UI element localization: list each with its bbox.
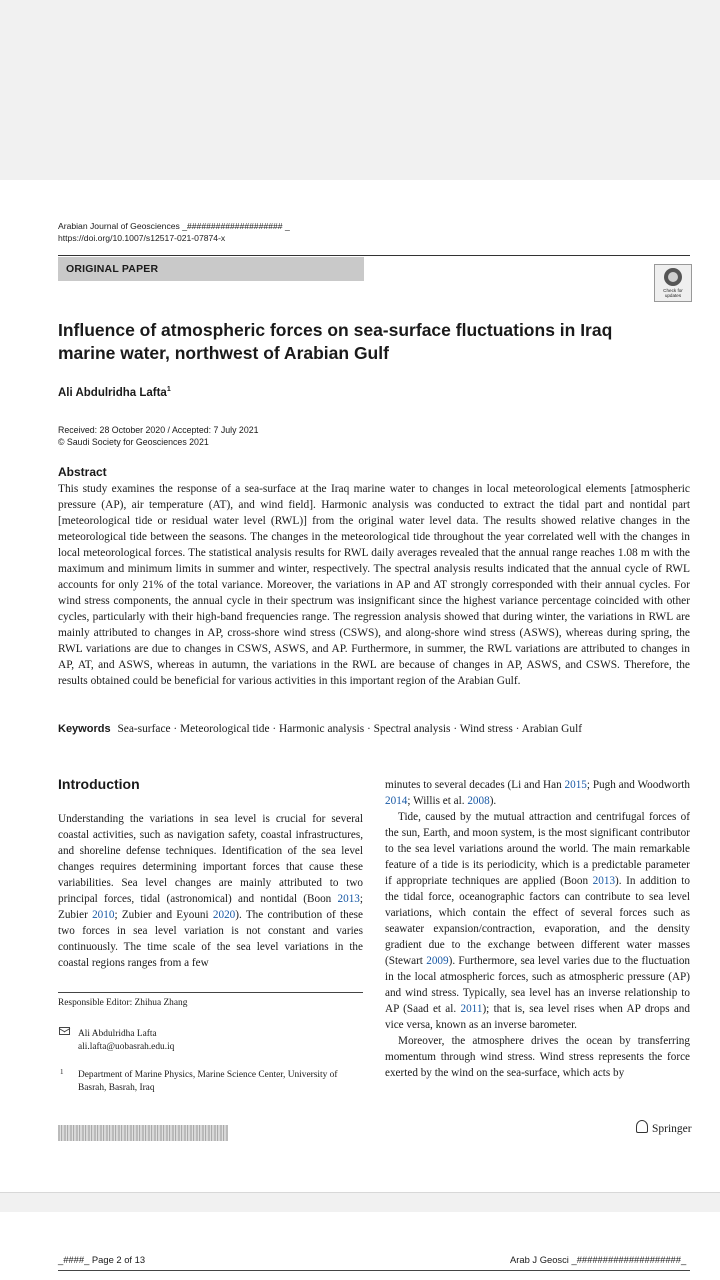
citation-link[interactable]: 2015 (564, 779, 587, 791)
section-label-bar (58, 257, 364, 281)
author-name: Ali Abdulridha Lafta (58, 386, 167, 399)
check-updates-icon (664, 268, 682, 286)
barcode-image (58, 1125, 228, 1141)
corresponding-author (78, 1028, 174, 1054)
keywords-list: Sea-surface · Meteorological tide · Harmonic analysis · Spectral analysis · Wind stress · Arabian Gulf (117, 723, 583, 735)
copyright: © Saudi Society for Geosciences 2021 (58, 437, 209, 447)
running-header: Arab J Geosci _####################_ (510, 1254, 687, 1265)
paragraph: Tide, caused by the mutual attraction and centrifugal forces of the sun, Earth, and moon system, is the most significant contributor to the sea level variations around the world. The main remarkable feature of a tide is its periodicity, which is a predictable parameter if appropriate techniques are applied (Boon 2013). In addition to the tidal force, oceanographic factors can contribute to sea level variations, which contain the effect of several forces such as seawater expansion/contraction, evaporation, and the density gradient due to the exchange between different water masses (Stewart 2009). Furthermore, sea level varies due to the fluctuation in the local atmospheric forces, such as atmospheric pressure (AP) and wind stress. Typically, sea level has an inverse relationship to AP (Saad et al. 2011); that is, sea level rises when AP drops and vice versa, known as an inverse barometer. (385, 811, 691, 1031)
page-indicator: _####_ Page 2 of 13 (58, 1254, 146, 1265)
running-header-rule (58, 1270, 690, 1271)
journal-name: Arabian Journal of Geosciences (58, 221, 180, 231)
journal-info (58, 220, 290, 244)
introduction-heading: Introduction (58, 776, 140, 792)
journal-code: _#################### _ (182, 221, 290, 231)
affiliation-marker: 1 (60, 1068, 64, 1076)
author-affiliation-marker: 1 (166, 386, 171, 393)
publisher-logo (636, 1120, 692, 1135)
received-accepted: Received: 28 October 2020 / Accepted: 7 July 2021 (58, 425, 259, 435)
responsible-editor: Responsible Editor: Zhihua Zhang (58, 998, 188, 1008)
corresponding-email[interactable]: ali.lafta@uobasrah.edu.iq (78, 1042, 175, 1052)
paragraph: Understanding the variations in sea level is crucial for several coastal activities, such as navigation safety, coastal infrastructures, and shoreline defense techniques. Identification of the sea level changes requires determining important forces that cause these variabilities. Sea level changes are mainly attributed to two principal forces, tidal (astronomical) and nontidal (Boon 2013; Zubier 2010; Zubier and Eyouni 2020). The contribution of these two forces in sea level variation is not constant and varies continuously. The time scale of the sea level variations in the coastal regions ranges from a few (58, 813, 363, 969)
section-label: ORIGINAL PAPER (66, 263, 159, 275)
paragraph: Moreover, the atmosphere drives the ocean by transferring momentum through wind stress. Wind stress represents the force exerted by the wind on the sea-surface, which acts by (385, 1035, 690, 1079)
keywords (58, 721, 690, 737)
abstract-text: This study examines the response of a sea-surface at the Iraq marine water to changes in local meteorological elements [atmospheric pressure (AP), air temperature (AT), and wind field]. Harmonic analysis was conducted to extract the tidal part and nontidal part [meteorological tide or residual water level (RWL)] from the original water level data. The results showed relative changes in the meteorological tide between the seasons. The changes in the meteorological tide throughout the year correlated well with the changes in local meteorological forces. The statistical analysis results for RWL daily averages revealed that the annual range reaches 1.08 m with the maximum and minimum limits in summer and winter, respectively. The spectral analysis results indicated that the annual cycle of RWL accounts for only 21% of the total variance. Moreover, the variations in AP and AT strongly corresponded with their annual cycles. For wind stress components, the annual cycle in their spectrum was insignificant since the highest variance percentage coincided with other cycles, particularly with their high-band frequencies range. The regression analysis showed that during winter, the variations in RWL are mainly attributed to changes in AP, cross-shore wind stress (CSWS), and along-shore wind stress (ASWS), whereas during spring, the RWL variations are due to changes in CSWS, ASWS, and AP. Furthermore, in summer, the RWL variations are attributed to changes in AP, AT, and ASWS, whereas in autumn, the variations in the RWL are because of changes in AP, ASWS, and CSWS. Therefore, the results obtained could be beneficial for various activities in this important region of the Arabian Gulf. (58, 483, 690, 687)
doi-link[interactable]: https://doi.org/10.1007/s12517-021-07874-x (58, 233, 226, 243)
check-updates-button[interactable] (654, 264, 692, 302)
citation-link[interactable]: 2013 (592, 875, 616, 887)
email-icon (59, 1027, 70, 1035)
pdf-page-2 (0, 1212, 720, 1280)
keywords-label: Keywords (58, 723, 111, 735)
citation-link[interactable]: 2020 (212, 909, 236, 921)
corresponding-name: Ali Abdulridha Lafta (78, 1029, 157, 1039)
springer-horse-icon (636, 1120, 648, 1133)
check-updates-label: Check for updates (663, 288, 683, 298)
citation-link[interactable]: 2014 (385, 795, 408, 807)
citation-link[interactable]: 2011 (460, 1003, 483, 1015)
paper-title: Influence of atmospheric forces on sea-surface fluctuations in Iraq marine water, northwest of Arabian Gulf (58, 320, 613, 363)
dates-block (58, 424, 259, 448)
left-column (58, 811, 363, 971)
pdf-page-1 (0, 180, 720, 1193)
viewer-background (0, 0, 720, 180)
abstract-heading: Abstract (58, 465, 107, 479)
citation-link[interactable]: 2010 (92, 909, 115, 921)
footnote-rule (58, 992, 363, 993)
citation-link[interactable]: 2008 (467, 795, 490, 807)
citation-link[interactable]: 2009 (426, 955, 449, 967)
author (58, 386, 171, 399)
paragraph: minutes to several decades (Li and Han 2015; Pugh and Woodworth 2014; Willis et al. 2008). (385, 779, 691, 807)
citation-link[interactable]: 2013 (337, 893, 360, 905)
affiliation: Department of Marine Physics, Marine Science Center, University of Basrah, Basrah, Iraq (78, 1070, 338, 1093)
publisher-name: Springer (652, 1123, 692, 1135)
right-column (385, 777, 690, 1081)
header-rule (58, 255, 690, 256)
